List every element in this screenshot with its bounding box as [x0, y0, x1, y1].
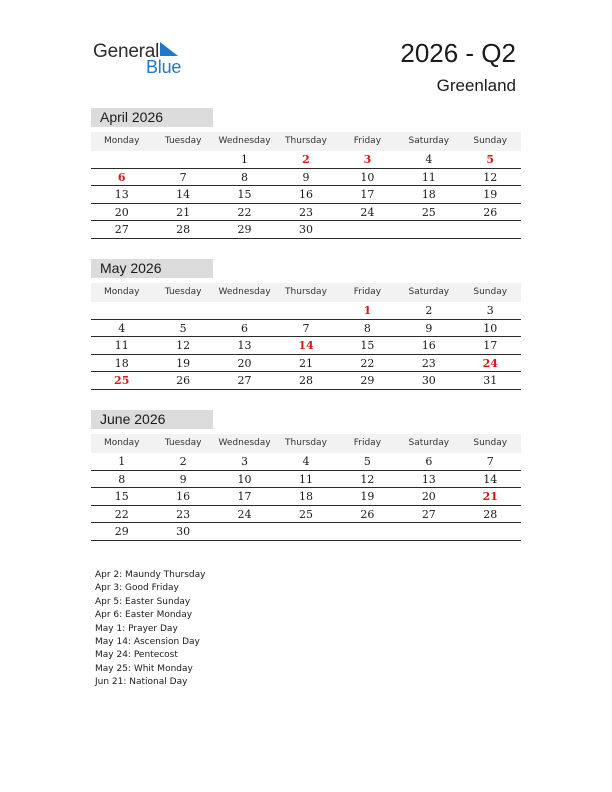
country-name: Greenland: [436, 76, 516, 95]
day-cell: [275, 302, 336, 319]
logo-flag-icon: [160, 42, 178, 56]
day-cell: 1: [118, 455, 126, 468]
day-cell: [152, 151, 213, 168]
weekday-label: Monday: [103, 438, 140, 448]
day-cell: 1: [241, 153, 249, 166]
day-cell: 26: [176, 374, 191, 387]
day-cell: 1: [363, 304, 372, 317]
holiday-note: May 25: Whit Monday: [95, 663, 193, 674]
day-cell: 18: [114, 356, 129, 370]
day-cell: 2: [425, 304, 433, 317]
day-cell: 7: [179, 170, 187, 184]
day-cell: 7: [302, 321, 310, 335]
month-block-april: [91, 108, 521, 239]
day-cell: [91, 302, 152, 319]
day-cell: 2: [302, 153, 310, 166]
week-row: [91, 151, 521, 169]
month-header: April 2026: [91, 108, 213, 127]
day-cell: [460, 221, 521, 238]
day-cell: 20: [114, 205, 129, 219]
day-cell: 14: [483, 472, 498, 486]
weekday-label: Sunday: [473, 287, 508, 297]
day-cell: 5: [486, 153, 495, 166]
day-cell: 26: [483, 205, 498, 219]
holiday-note: May 14: Ascension Day: [95, 637, 200, 648]
day-cell: 25: [421, 205, 436, 219]
weekday-label: Saturday: [408, 287, 450, 297]
holiday-note: Apr 2: Maundy Thursday: [95, 570, 206, 580]
day-cell: [398, 523, 459, 540]
day-cell: 2: [179, 455, 187, 468]
weekday-header-row: [91, 283, 521, 302]
page-title: 2026 - Q2: [400, 38, 516, 68]
day-cell: 19: [360, 490, 375, 503]
day-cell: 17: [237, 490, 252, 503]
day-cell: 14: [298, 339, 314, 352]
day-cell: 13: [421, 472, 436, 486]
day-cell: 31: [483, 374, 498, 387]
day-cell: 8: [363, 321, 371, 335]
week-row: [91, 320, 521, 338]
day-cell: 17: [483, 339, 498, 352]
day-cell: 13: [114, 188, 129, 201]
day-cell: [337, 221, 398, 238]
holiday-note: Jun 21: National Day: [95, 677, 188, 688]
day-cell: [275, 523, 336, 540]
day-cell: 22: [237, 205, 252, 219]
holiday-note: Apr 3: Good Friday: [95, 583, 179, 594]
week-rows: [91, 453, 521, 541]
week-row: [91, 169, 521, 187]
day-cell: 5: [363, 455, 371, 468]
day-cell: 28: [298, 374, 313, 387]
day-cell: 30: [298, 223, 313, 236]
weekday-label: Friday: [353, 287, 382, 297]
day-cell: 26: [360, 507, 375, 521]
day-cell: 15: [360, 339, 375, 352]
week-row: [91, 186, 521, 204]
day-cell: [337, 523, 398, 540]
day-cell: 10: [360, 170, 375, 184]
day-cell: 12: [483, 170, 498, 184]
day-cell: 30: [421, 374, 436, 387]
day-cell: 23: [421, 356, 436, 370]
weekday-label: Friday: [353, 438, 382, 448]
weekday-label: Tuesday: [164, 287, 202, 297]
day-cell: [152, 302, 213, 319]
day-cell: 6: [241, 321, 249, 335]
day-cell: 20: [421, 490, 436, 503]
weekday-label: Tuesday: [164, 136, 202, 146]
holiday-note: May 24: Pentecost: [95, 650, 178, 661]
day-cell: 24: [482, 356, 498, 370]
week-row: [91, 204, 521, 222]
day-cell: 15: [237, 188, 252, 201]
week-row: [91, 302, 521, 320]
day-cell: 16: [421, 339, 436, 352]
month-block-may: [91, 259, 521, 390]
month-header: May 2026: [91, 259, 213, 278]
day-cell: 4: [118, 321, 126, 335]
month-block-june: [91, 410, 521, 541]
weekday-label: Sunday: [473, 136, 508, 146]
week-row: [91, 523, 521, 541]
holiday-note: Apr 6: Easter Monday: [95, 610, 193, 621]
day-cell: 12: [176, 339, 191, 352]
weekday-label: Wednesday: [218, 287, 271, 297]
day-cell: 12: [360, 472, 375, 486]
weekday-label: Thursday: [285, 287, 327, 297]
day-cell: 21: [298, 356, 313, 370]
week-row: [91, 506, 521, 524]
day-cell: 29: [237, 223, 252, 236]
day-cell: 23: [298, 205, 313, 219]
day-cell: 19: [483, 188, 498, 201]
holiday-note: Apr 5: Easter Sunday: [95, 596, 191, 607]
day-cell: 10: [237, 472, 252, 486]
weekday-header-row: [91, 132, 521, 151]
day-cell: 25: [298, 507, 313, 521]
week-row: [91, 488, 521, 506]
day-cell: 30: [176, 525, 191, 538]
day-cell: [398, 221, 459, 238]
week-rows: [91, 151, 521, 239]
day-cell: 14: [176, 188, 191, 201]
day-cell: 16: [298, 188, 313, 201]
weekday-label: Monday: [103, 287, 140, 297]
day-cell: 5: [179, 321, 187, 335]
day-cell: 25: [114, 374, 130, 387]
day-cell: 7: [486, 455, 494, 468]
day-cell: 9: [302, 170, 310, 184]
day-cell: [214, 523, 275, 540]
logo-word-blue: Blue: [146, 57, 182, 77]
weekday-label: Wednesday: [218, 136, 271, 146]
weekday-label: Monday: [103, 136, 140, 146]
day-cell: 29: [114, 525, 129, 538]
day-cell: 27: [114, 223, 129, 236]
day-cell: 18: [421, 188, 436, 201]
day-cell: 21: [482, 490, 498, 503]
day-cell: 18: [298, 490, 313, 503]
weekday-label: Friday: [353, 136, 382, 146]
day-cell: 4: [302, 455, 310, 468]
day-cell: 9: [179, 472, 187, 486]
day-cell: 28: [483, 507, 498, 521]
week-row: [91, 355, 521, 373]
holiday-notes: [95, 569, 206, 690]
day-cell: 21: [176, 205, 191, 219]
day-cell: 27: [421, 507, 436, 521]
month-header: June 2026: [91, 410, 213, 429]
day-cell: 27: [237, 374, 252, 387]
week-row: [91, 471, 521, 489]
day-cell: 6: [425, 455, 433, 468]
weekday-label: Thursday: [285, 136, 327, 146]
day-cell: 28: [176, 223, 191, 236]
day-cell: 19: [176, 356, 191, 370]
day-cell: [91, 151, 152, 168]
day-cell: 11: [298, 472, 313, 486]
day-cell: 17: [360, 188, 375, 201]
day-cell: 22: [360, 356, 375, 370]
week-row: [91, 453, 521, 471]
generalblue-logo: [93, 40, 203, 80]
week-rows: [91, 302, 521, 390]
day-cell: 11: [421, 170, 436, 184]
day-cell: 6: [117, 170, 126, 184]
day-cell: 11: [114, 339, 129, 352]
day-cell: 3: [241, 455, 249, 468]
weekday-label: Wednesday: [218, 438, 271, 448]
day-cell: [460, 523, 521, 540]
weekday-label: Sunday: [473, 438, 508, 448]
week-row: [91, 221, 521, 239]
day-cell: 8: [118, 472, 126, 486]
week-row: [91, 372, 521, 390]
day-cell: 9: [425, 321, 433, 335]
holiday-note: May 1: Prayer Day: [95, 623, 178, 634]
day-cell: 10: [483, 321, 498, 335]
day-cell: 13: [237, 339, 252, 352]
day-cell: 29: [360, 374, 375, 387]
day-cell: 8: [241, 170, 249, 184]
day-cell: 4: [425, 153, 433, 166]
day-cell: 3: [486, 304, 494, 317]
day-cell: 24: [360, 205, 375, 219]
day-cell: 3: [363, 153, 372, 166]
week-row: [91, 337, 521, 355]
day-cell: 22: [114, 507, 129, 521]
weekday-label: Saturday: [408, 438, 450, 448]
weekday-label: Saturday: [408, 136, 450, 146]
day-cell: 15: [114, 490, 129, 503]
day-cell: 24: [237, 507, 252, 521]
weekday-header-row: [91, 434, 521, 453]
day-cell: 20: [237, 356, 252, 370]
day-cell: [214, 302, 275, 319]
logo-word-general: General: [93, 41, 160, 62]
weekday-label: Thursday: [285, 438, 327, 448]
day-cell: 23: [176, 507, 191, 521]
weekday-label: Tuesday: [164, 438, 202, 448]
day-cell: 16: [176, 490, 191, 503]
